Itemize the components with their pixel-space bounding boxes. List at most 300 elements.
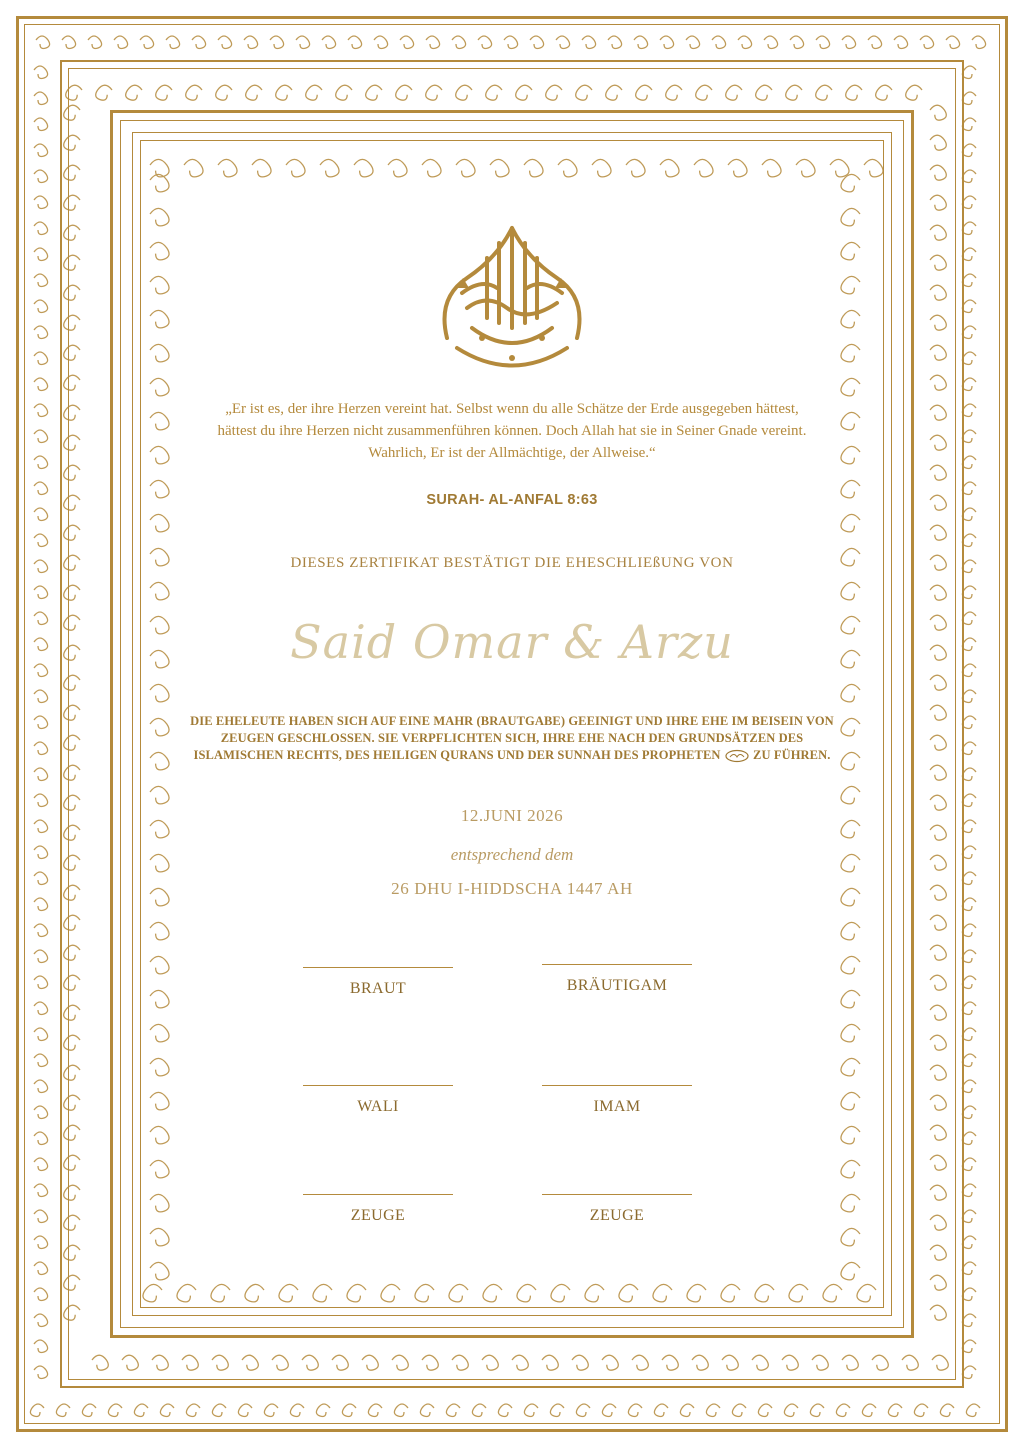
scroll-ornament — [252, 159, 271, 177]
scroll-ornament — [64, 855, 80, 870]
scroll-ornament — [218, 159, 237, 177]
scroll-ornament — [841, 276, 860, 294]
scroll-ornament — [64, 195, 80, 210]
scroll-ornament — [150, 718, 169, 736]
scroll-ornament — [456, 85, 472, 100]
scroll-ornament — [34, 924, 48, 937]
scroll-ornament — [296, 36, 310, 49]
signature-line — [542, 964, 692, 965]
statement-end-text: ZU FÜHREN. — [753, 748, 831, 762]
statement-text: DIE EHELEUTE HABEN SICH AUF EINE MAHR (BRAUTGABE) GEEINIGT UND IHRE EHE IM BEISEIN VON ZEUGEN GESCHLOSSEN. SIE VERPFLICHTEN SICH, IHRE EHE NACH DEN GRUNDSÄTZEN DES ISLAMISCHEN RECHTS, DES HEILIGEN QURANS UND DER SUNNAH DES PROPHETEN — [190, 714, 834, 762]
scroll-ornament — [810, 1404, 824, 1417]
scroll-ornament — [108, 1404, 122, 1417]
scroll-ornament — [930, 255, 946, 270]
scroll-ornament — [930, 645, 946, 660]
scroll-ornament — [728, 159, 747, 177]
signature-bride — [303, 967, 453, 998]
scroll-ornament — [930, 345, 946, 360]
scroll-ornament — [452, 36, 466, 49]
scroll-ornament — [218, 36, 232, 49]
signature-line — [303, 967, 453, 968]
scroll-ornament — [34, 1236, 48, 1249]
scroll-ornament — [354, 159, 373, 177]
scroll-ornament — [150, 480, 169, 498]
scroll-ornament — [34, 144, 48, 157]
scroll-ornament — [841, 684, 860, 702]
scroll-ornament — [150, 752, 169, 770]
scroll-ornament — [381, 1284, 400, 1302]
scroll-ornament — [634, 36, 648, 49]
scroll-ornament — [276, 85, 292, 100]
scroll-ornament — [374, 36, 388, 49]
scroll-ornament — [558, 159, 577, 177]
scroll-ornament — [550, 1404, 564, 1417]
scroll-ornament — [34, 664, 48, 677]
scroll-ornament — [420, 1404, 434, 1417]
equivalent-text: entsprechend dem — [450, 845, 574, 864]
scroll-ornament — [930, 105, 946, 120]
scroll-ornament — [680, 1404, 694, 1417]
scroll-ornament — [876, 85, 892, 100]
scroll-ornament — [332, 1355, 348, 1370]
scroll-ornament — [150, 1058, 169, 1076]
scroll-ornament — [394, 1404, 408, 1417]
scroll-ornament — [962, 742, 976, 755]
scroll-ornament — [812, 1355, 828, 1370]
scroll-ornament — [626, 159, 645, 177]
scroll-ornament — [686, 36, 700, 49]
scroll-ornament — [306, 85, 322, 100]
scroll-ornament — [34, 248, 48, 261]
scroll-ornament — [396, 85, 412, 100]
scroll-ornament — [64, 225, 80, 240]
scroll-ornament — [34, 1262, 48, 1275]
scroll-ornament — [211, 1284, 230, 1302]
scroll-ornament — [512, 1355, 528, 1370]
scroll-ornament — [692, 1355, 708, 1370]
scroll-ornament — [156, 85, 172, 100]
scroll-ornament — [841, 616, 860, 634]
signature-label: ZEUGE — [350, 1207, 406, 1224]
scroll-ornament — [841, 1058, 860, 1076]
scroll-ornament — [150, 956, 169, 974]
scroll-ornament — [712, 36, 726, 49]
certifies-heading: DIESES ZERTIFIKAT BESTÄTIGT DIE EHESCHLIEßUNG VON — [290, 555, 734, 571]
scroll-ornament — [962, 664, 976, 677]
scroll-ornament — [930, 135, 946, 150]
scroll-ornament — [962, 1158, 976, 1171]
signature-label: WALI — [357, 1098, 399, 1115]
signature-line — [303, 1085, 453, 1086]
scroll-ornament — [864, 159, 883, 177]
scroll-ornament — [64, 735, 80, 750]
scroll-ornament — [64, 1005, 80, 1020]
scroll-ornament — [64, 885, 80, 900]
scroll-ornament — [30, 1404, 44, 1417]
scroll-ornament — [930, 165, 946, 180]
scroll-ornament — [88, 36, 102, 49]
scroll-ornament — [687, 1284, 706, 1302]
scroll-ornament — [930, 1035, 946, 1050]
scroll-ornament — [721, 1284, 740, 1302]
scroll-ornament — [930, 225, 946, 240]
scroll-ornament — [962, 92, 976, 105]
scroll-ornament — [962, 378, 976, 391]
scroll-ornament — [64, 1155, 80, 1170]
scroll-ornament — [34, 274, 48, 287]
scroll-ornament — [36, 36, 50, 49]
scroll-ornament — [972, 36, 986, 49]
scroll-ornament — [962, 1080, 976, 1093]
scroll-ornament — [150, 650, 169, 668]
scroll-ornament — [636, 85, 652, 100]
marriage-statement — [190, 713, 834, 764]
scroll-ornament — [150, 1092, 169, 1110]
scroll-ornament — [660, 36, 674, 49]
scroll-ornament — [932, 1355, 948, 1370]
scroll-ornament — [64, 435, 80, 450]
scroll-ornament — [962, 144, 976, 157]
scroll-ornament — [524, 1404, 538, 1417]
scroll-ornament — [504, 36, 518, 49]
scroll-ornament — [64, 285, 80, 300]
scroll-ornament — [930, 825, 946, 840]
scroll-ornament — [930, 1245, 946, 1260]
scroll-ornament — [64, 1215, 80, 1230]
scroll-ornament — [449, 1284, 468, 1302]
scroll-ornament — [946, 36, 960, 49]
scroll-ornament — [962, 924, 976, 937]
scroll-ornament — [64, 585, 80, 600]
scroll-ornament — [34, 690, 48, 703]
scroll-ornament — [64, 945, 80, 960]
scroll-ornament — [841, 1126, 860, 1144]
scroll-ornament — [150, 1024, 169, 1042]
scroll-ornament — [64, 1065, 80, 1080]
scroll-ornament — [302, 1355, 318, 1370]
scroll-ornament — [930, 405, 946, 420]
scroll-ornament — [962, 248, 976, 261]
scroll-ornament — [64, 1275, 80, 1290]
scroll-ornament — [841, 820, 860, 838]
scroll-ornament — [841, 888, 860, 906]
scroll-ornament — [64, 165, 80, 180]
scroll-ornament — [336, 85, 352, 100]
scroll-ornament — [530, 36, 544, 49]
scroll-ornament — [962, 170, 976, 183]
scroll-ornament — [34, 66, 48, 79]
scroll-ornament — [64, 1245, 80, 1260]
scroll-ornament — [426, 85, 442, 100]
scroll-ornament — [841, 548, 860, 566]
scroll-ornament — [962, 586, 976, 599]
scroll-ornament — [34, 1002, 48, 1015]
scroll-ornament — [415, 1284, 434, 1302]
scroll-ornament — [930, 375, 946, 390]
scroll-ornament — [34, 1314, 48, 1327]
scroll-ornament — [962, 1054, 976, 1067]
scroll-ornament — [888, 1404, 902, 1417]
scroll-ornament — [906, 85, 922, 100]
scroll-ornament — [150, 616, 169, 634]
scroll-ornament — [930, 465, 946, 480]
scroll-ornament — [34, 404, 48, 417]
scroll-ornament — [962, 118, 976, 131]
scroll-ornament — [841, 1262, 860, 1280]
scroll-ornament — [150, 1194, 169, 1212]
scroll-ornament — [34, 1054, 48, 1067]
scroll-ornament — [830, 159, 849, 177]
scroll-ornament — [212, 1404, 226, 1417]
scroll-ornament — [726, 85, 742, 100]
scroll-ornament — [446, 1404, 460, 1417]
scroll-ornament — [34, 430, 48, 443]
scroll-ornament — [841, 1228, 860, 1246]
scroll-ornament — [962, 872, 976, 885]
scroll-ornament — [64, 1095, 80, 1110]
scroll-ornament — [940, 1404, 954, 1417]
scroll-ornament — [290, 1404, 304, 1417]
scroll-ornament — [34, 794, 48, 807]
scroll-ornament — [342, 1404, 356, 1417]
scroll-ornament — [426, 36, 440, 49]
scroll-ornament — [279, 1284, 298, 1302]
scroll-ornament — [666, 85, 682, 100]
scroll-ornament — [930, 1005, 946, 1020]
scroll-ornament — [34, 352, 48, 365]
scroll-ornament — [150, 548, 169, 566]
scroll-ornament — [150, 378, 169, 396]
scroll-ornament — [64, 645, 80, 660]
scroll-ornament — [34, 950, 48, 963]
scroll-ornament — [738, 36, 752, 49]
scroll-ornament — [930, 1155, 946, 1170]
scroll-ornament — [582, 36, 596, 49]
scroll-ornament — [930, 615, 946, 630]
scroll-ornament — [606, 85, 622, 100]
scroll-ornament — [56, 1404, 70, 1417]
scroll-ornament — [653, 1284, 672, 1302]
scroll-ornament — [150, 854, 169, 872]
scroll-ornament — [894, 36, 908, 49]
scroll-ornament — [602, 1404, 616, 1417]
scroll-ornament — [166, 36, 180, 49]
scroll-ornament — [150, 1262, 169, 1280]
scroll-ornament — [732, 1404, 746, 1417]
scroll-ornament — [841, 446, 860, 464]
scroll-ornament — [34, 1132, 48, 1145]
scroll-ornament — [245, 1284, 264, 1302]
scroll-ornament — [816, 36, 830, 49]
scroll-ornament — [930, 435, 946, 450]
scroll-ornament — [64, 795, 80, 810]
signature-line — [542, 1194, 692, 1195]
scroll-ornament — [150, 446, 169, 464]
scroll-ornament — [34, 1366, 48, 1379]
scroll-ornament — [150, 922, 169, 940]
scroll-ornament — [841, 786, 860, 804]
scroll-ornament — [930, 1185, 946, 1200]
scroll-ornament — [422, 159, 441, 177]
couple-names: Said Omar & Arzu — [290, 615, 734, 669]
scroll-ornament — [216, 85, 232, 100]
scroll-ornament — [706, 1404, 720, 1417]
scroll-ornament — [242, 1355, 258, 1370]
scroll-ornament — [366, 85, 382, 100]
scroll-ornament — [34, 560, 48, 573]
scroll-ornament — [962, 430, 976, 443]
scroll-ornament — [34, 1210, 48, 1223]
scroll-ornament — [962, 534, 976, 547]
signature-line — [303, 1194, 453, 1195]
salawat-seal-icon — [724, 749, 750, 763]
signature-label: ZEUGE — [589, 1207, 645, 1224]
scroll-ornament — [64, 1185, 80, 1200]
scroll-ornament — [150, 310, 169, 328]
scroll-ornament — [782, 1355, 798, 1370]
scroll-ornament — [696, 85, 712, 100]
scroll-ornament — [264, 1404, 278, 1417]
scroll-ornament — [246, 85, 262, 100]
scroll-ornament — [619, 1284, 638, 1302]
scroll-ornament — [152, 1355, 168, 1370]
scroll-ornament — [82, 1404, 96, 1417]
signature-witness-1 — [303, 1194, 453, 1225]
scroll-ornament — [962, 404, 976, 417]
scroll-ornament — [962, 66, 976, 79]
scroll-ornament — [841, 650, 860, 668]
scroll-ornament — [34, 612, 48, 625]
scroll-ornament — [34, 482, 48, 495]
scroll-ornament — [452, 1355, 468, 1370]
scroll-ornament — [244, 36, 258, 49]
scroll-ornament — [456, 159, 475, 177]
scroll-ornament — [962, 612, 976, 625]
scroll-ornament — [841, 412, 860, 430]
scroll-ornament — [34, 508, 48, 521]
scroll-ornament — [930, 795, 946, 810]
scroll-ornament — [64, 705, 80, 720]
scroll-ornament — [34, 586, 48, 599]
scroll-ornament — [755, 1284, 774, 1302]
scroll-ornament — [694, 159, 713, 177]
signature-imam — [542, 1085, 692, 1116]
scroll-ornament — [270, 36, 284, 49]
scroll-ornament — [64, 315, 80, 330]
scroll-ornament — [150, 990, 169, 1008]
scroll-ornament — [347, 1284, 366, 1302]
scroll-ornament — [134, 1404, 148, 1417]
scroll-ornament — [34, 118, 48, 131]
scroll-ornament — [66, 85, 82, 100]
scroll-ornament — [722, 1355, 738, 1370]
scroll-ornament — [930, 555, 946, 570]
gregorian-date: 12.JUNI 2026 — [460, 806, 564, 825]
scroll-ornament — [140, 36, 154, 49]
scroll-ornament — [841, 378, 860, 396]
scroll-ornament — [316, 1404, 330, 1417]
scroll-ornament — [150, 582, 169, 600]
scroll-ornament — [962, 456, 976, 469]
signature-label: BRAUT — [349, 980, 407, 997]
scroll-ornament — [64, 825, 80, 840]
scroll-ornament — [841, 718, 860, 736]
scroll-ornament — [64, 525, 80, 540]
scroll-ornament — [400, 36, 414, 49]
scroll-ornament — [841, 1160, 860, 1178]
scroll-ornament — [516, 85, 532, 100]
scroll-ornament — [654, 1404, 668, 1417]
scroll-ornament — [962, 1340, 976, 1353]
scroll-ornament — [841, 174, 860, 192]
scroll-ornament — [841, 752, 860, 770]
scroll-ornament — [150, 684, 169, 702]
signature-groom — [542, 964, 692, 995]
scroll-ornament — [632, 1355, 648, 1370]
scroll-ornament — [930, 1275, 946, 1290]
scroll-ornament — [490, 159, 509, 177]
scroll-ornament — [286, 159, 305, 177]
scroll-ornament — [842, 1355, 858, 1370]
scroll-ornament — [841, 922, 860, 940]
scroll-ornament — [920, 36, 934, 49]
scroll-ornament — [150, 820, 169, 838]
scroll-ornament — [34, 768, 48, 781]
scroll-ornament — [930, 765, 946, 780]
scroll-ornament — [796, 159, 815, 177]
scroll-ornament — [842, 36, 856, 49]
scroll-ornament — [422, 1355, 438, 1370]
scroll-ornament — [362, 1355, 378, 1370]
scroll-ornament — [789, 1284, 808, 1302]
scroll-ornament — [34, 534, 48, 547]
scroll-ornament — [962, 1002, 976, 1015]
scroll-ornament — [517, 1284, 536, 1302]
scroll-ornament — [602, 1355, 618, 1370]
scroll-ornament — [486, 85, 502, 100]
scroll-ornament — [930, 1125, 946, 1140]
scroll-ornament — [786, 85, 802, 100]
scroll-ornament — [962, 196, 976, 209]
scroll-ornament — [784, 1404, 798, 1417]
scroll-ornament — [962, 1184, 976, 1197]
scroll-ornament — [868, 36, 882, 49]
scroll-ornament — [150, 344, 169, 362]
scroll-ornament — [34, 456, 48, 469]
scroll-ornament — [92, 1355, 108, 1370]
scroll-ornament — [962, 820, 976, 833]
scroll-ornament — [758, 1404, 772, 1417]
scroll-ornament — [192, 36, 206, 49]
scroll-ornament — [930, 915, 946, 930]
scroll-ornament — [930, 195, 946, 210]
scroll-ornament — [962, 690, 976, 703]
scroll-ornament — [186, 85, 202, 100]
basmala-calligraphy-emblem — [427, 218, 597, 383]
scroll-ornament — [756, 85, 772, 100]
scroll-ornament — [962, 1028, 976, 1041]
scroll-ornament — [34, 742, 48, 755]
signature-label: IMAM — [593, 1098, 641, 1115]
scroll-ornament — [524, 159, 543, 177]
scroll-ornament — [930, 855, 946, 870]
scroll-ornament — [846, 85, 862, 100]
scroll-ornament — [962, 222, 976, 235]
scroll-ornament — [388, 159, 407, 177]
scroll-ornament — [930, 525, 946, 540]
scroll-ornament — [150, 514, 169, 532]
scroll-ornament — [34, 170, 48, 183]
